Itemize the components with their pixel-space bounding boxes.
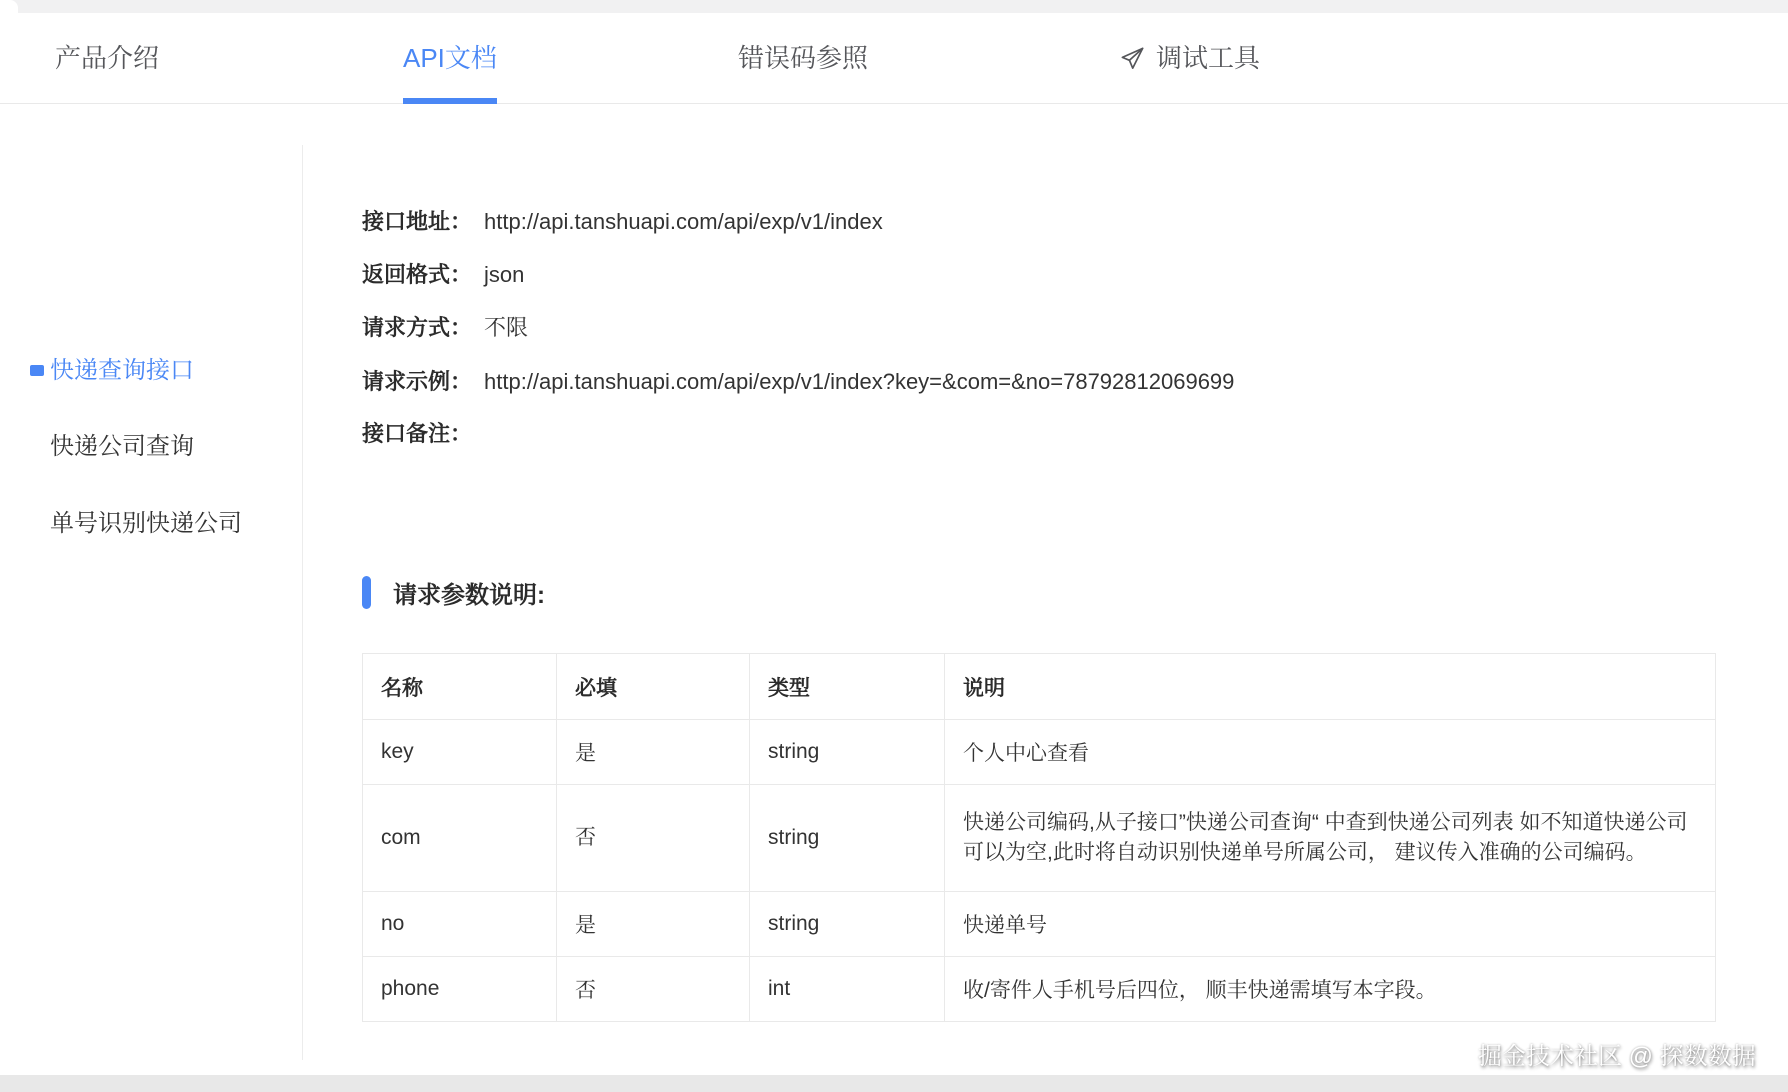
section-title: 请求参数说明: [393, 581, 545, 609]
active-item-bullet-icon [30, 365, 44, 376]
api-endpoint-value: http://api.tanshuapi.com/api/exp/v1/index [484, 209, 883, 234]
tab-product-intro[interactable]: 产品介绍 [55, 43, 160, 73]
api-remark-row [362, 418, 484, 450]
request-params-section-heading [362, 575, 545, 609]
return-format-value: json [484, 262, 525, 287]
top-navigation [0, 13, 1788, 104]
request-example-value: http://api.tanshuapi.com/api/exp/v1/index?key=&com=&no=78792812069699 [484, 369, 1235, 394]
api-endpoint-label: 接口地址： [362, 209, 473, 234]
section-accent-bar [362, 576, 371, 609]
watermark: 掘金技术社区 @ 探数数据 [1478, 1043, 1756, 1070]
param-type: string [750, 892, 945, 957]
top-strip [0, 0, 1788, 13]
top-corner-artifact [0, 0, 18, 13]
request-params-table [362, 653, 1716, 1022]
table-row [363, 957, 1716, 1022]
request-method-label: 请求方式： [362, 315, 473, 340]
tab-error-codes[interactable]: 错误码参照 [738, 43, 869, 73]
param-required: 是 [557, 720, 750, 785]
table-row [363, 892, 1716, 957]
table-row [363, 785, 1716, 892]
param-description: 个人中心查看 [945, 720, 1716, 785]
api-remark-label: 接口备注： [362, 421, 473, 446]
header-name: 名称 [363, 654, 557, 720]
header-description: 说明 [945, 654, 1716, 720]
param-name: phone [363, 957, 557, 1022]
tab-debug-tool-label: 调试工具 [1156, 43, 1261, 73]
paper-plane-icon [1119, 45, 1146, 72]
sidebar-item-label: 单号识别快递公司 [50, 510, 242, 537]
bottom-bar [0, 1075, 1788, 1092]
header-type: 类型 [750, 654, 945, 720]
param-type: string [750, 720, 945, 785]
param-type: int [750, 957, 945, 1022]
header-required: 必填 [557, 654, 750, 720]
api-endpoint-row [362, 206, 883, 238]
sidebar-item-identify-company-by-number[interactable] [50, 508, 242, 540]
param-name: com [363, 785, 557, 892]
request-method-row [362, 312, 528, 344]
param-type: string [750, 785, 945, 892]
table-header-row [363, 654, 1716, 720]
param-description: 快递单号 [945, 892, 1716, 957]
sidebar-item-label: 快递查询接口 [50, 357, 194, 384]
request-example-label: 请求示例： [362, 369, 473, 394]
sidebar [0, 145, 303, 1060]
tab-debug-tool[interactable] [1119, 13, 1260, 103]
request-example-row [362, 366, 1234, 398]
param-name: no [363, 892, 557, 957]
sidebar-item-express-query-api[interactable] [50, 355, 194, 387]
param-description: 收/寄件人手机号后四位， 顺丰快递需填写本字段。 [945, 957, 1716, 1022]
return-format-row [362, 259, 524, 291]
request-method-value: 不限 [484, 315, 529, 340]
tab-api-docs[interactable]: API文档 [403, 13, 497, 103]
return-format-label: 返回格式： [362, 262, 473, 287]
param-required: 否 [557, 957, 750, 1022]
param-required: 否 [557, 785, 750, 892]
param-required: 是 [557, 892, 750, 957]
table-row [363, 720, 1716, 785]
sidebar-item-label: 快递公司查询 [50, 433, 194, 460]
param-name: key [363, 720, 557, 785]
sidebar-item-express-company-query[interactable] [50, 431, 194, 463]
param-description: 快递公司编码,从子接口”快递公司查询“ 中查到快递公司列表 如不知道快递公司可以为空,此时将自动识别快递单号所属公司， 建议传入准确的公司编码。 [945, 785, 1716, 892]
